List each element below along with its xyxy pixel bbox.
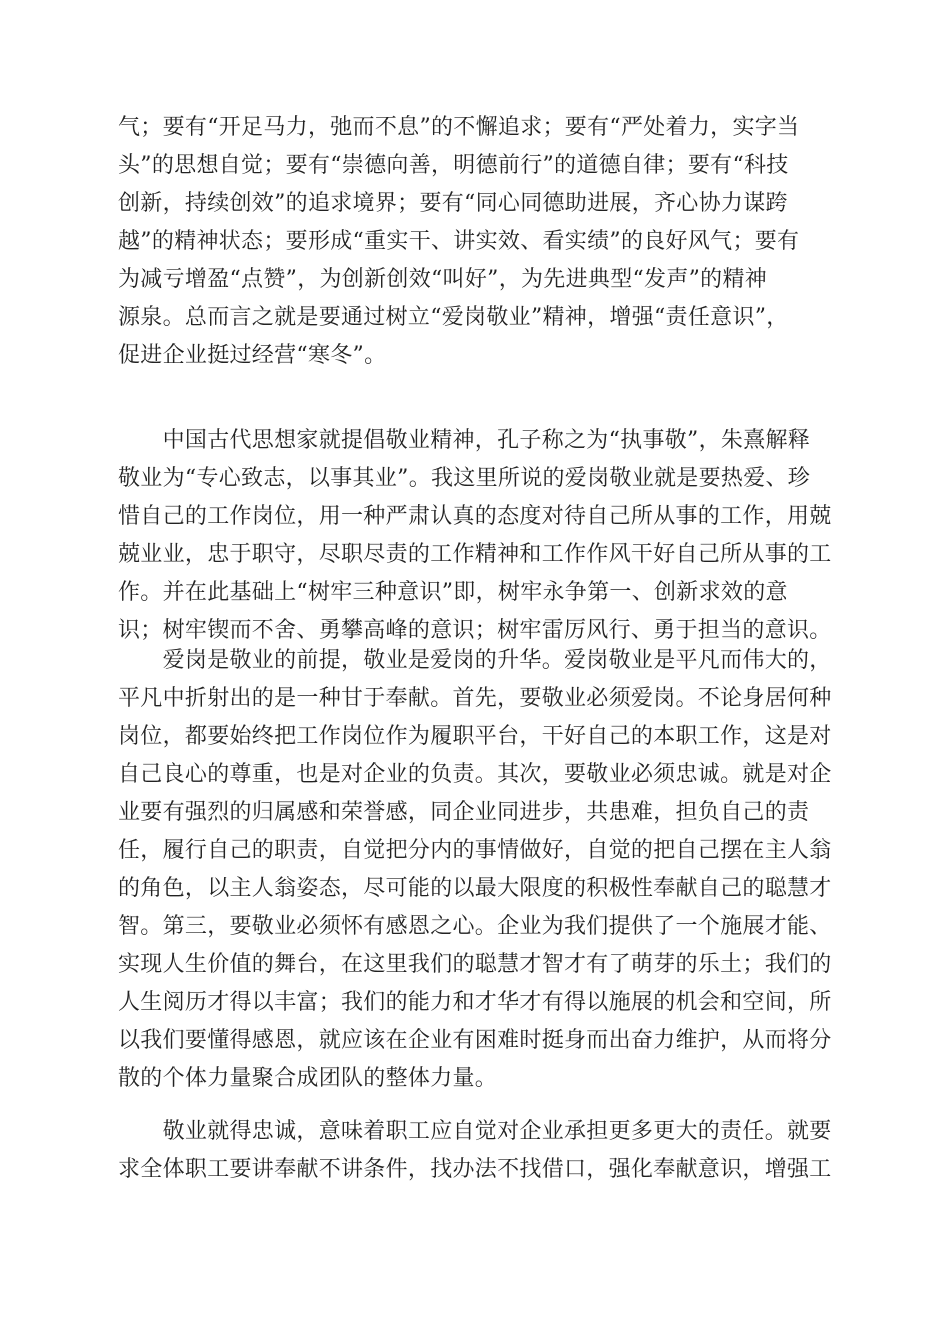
paragraph-1 (118, 109, 838, 375)
text-line: 以我们要懂得感恩，就应该在企业有困难时挺身而出奋力维护，从而将分 (118, 1028, 832, 1053)
text-line: 任，履行自己的职责，自觉把分内的事情做好，自觉的把自己摆在主人翁 (118, 838, 832, 863)
paragraph-2 (118, 422, 838, 650)
text-line: 的角色，以主人翁姿态，尽可能的以最大限度的积极性奉献自己的聪慧才 (118, 876, 832, 901)
text-line: 源泉。总而言之就是要通过树立“爱岗敬业”精神，增强“责任意识”， (118, 305, 789, 330)
text-line: 敬业就得忠诚，意味着职工应自觉对企业承担更多更大的责任。就要 (118, 1119, 832, 1144)
text-line: 气；要有“开足马力，弛而不息”的不懈追求；要有“严处着力，实字当 (118, 115, 800, 140)
text-line: 散的个体力量聚合成团队的整体力量。 (118, 1066, 498, 1091)
text-line: 平凡中折射出的是一种甘于奉献。首先，要敬业必须爱岗。不论身居何种 (118, 686, 832, 711)
paragraph-3 (118, 642, 838, 1098)
text-line: 为减亏增盈“点赞”，为创新创效“叫好”，为先进典型“发声”的精神 (118, 267, 768, 292)
text-line: 越”的精神状态；要形成“重实干、讲实效、看实绩”的良好风气；要有 (118, 229, 800, 254)
text-line: 敬业为“专心致志，以事其业”。我这里所说的爱岗敬业就是要热爱、珍 (118, 466, 811, 491)
text-line: 求全体职工要讲奉献不讲条件，找办法不找借口，强化奉献意识，增强工 (118, 1157, 832, 1182)
text-line: 促进企业挺过经营“寒冬”。 (118, 343, 387, 368)
text-line: 岗位，都要始终把工作岗位作为履职平台，干好自己的本职工作，这是对 (118, 724, 832, 749)
text-line: 智。第三，要敬业必须怀有感恩之心。企业为我们提供了一个施展才能、 (118, 914, 832, 939)
text-line: 爱岗是敬业的前提，敬业是爱岗的升华。爱岗敬业是平凡而伟大的， (118, 648, 832, 673)
text-line: 实现人生价值的舞台，在这里我们的聪慧才智才有了萌芽的乐土；我们的 (118, 952, 832, 977)
text-line: 作。并在此基础上“树牢三种意识”即，树牢永争第一、创新求效的意 (118, 580, 788, 605)
text-line: 创新，持续创效”的追求境界；要有“同心同德助进展，齐心协力谋跨 (118, 191, 788, 216)
paragraph-4 (118, 1113, 838, 1189)
text-line: 人生阅历才得以丰富；我们的能力和才华才有得以施展的机会和空间，所 (118, 990, 832, 1015)
text-line: 兢业业，忠于职守，尽职尽责的工作精神和工作作风干好自己所从事的工 (118, 542, 832, 567)
text-line: 业要有强烈的归属感和荣誉感，同企业同进步，共患难，担负自己的责 (118, 800, 810, 825)
text-line: 惜自己的工作岗位，用一种严肃认真的态度对待自己所从事的工作，用兢 (118, 504, 832, 529)
text-line: 头”的思想自觉；要有“崇德向善，明德前行”的道德自律；要有“科技 (118, 153, 789, 178)
text-line: 自己良心的尊重，也是对企业的负责。其次，要敬业必须忠诚。就是对企 (118, 762, 832, 787)
text-line: 识；树牢锲而不舍、勇攀高峰的意识；树牢雷厉风行、勇于担当的意识。 (118, 618, 832, 643)
text-line: 中国古代思想家就提倡敬业精神，孔子称之为“执事敬”，朱熹解释 (118, 428, 811, 453)
